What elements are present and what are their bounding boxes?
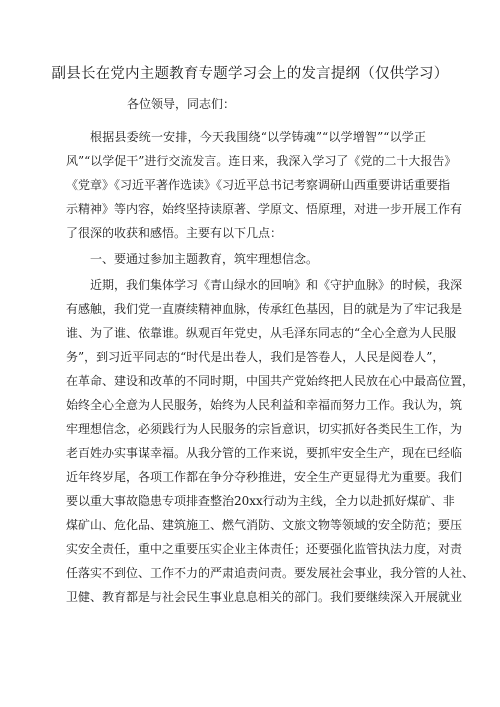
body-text-line: 近年终岁尾，各项工作都在争分夺秒推进，安全生产更显得尤为重要。我们 <box>66 470 463 484</box>
body-text-line: 了很深的收获和感悟。主要有以下几点： <box>66 226 283 240</box>
body-text-line: 示精神》等内容，始终坚持读原著、学原文、悟原理，对进一步开展工作有 <box>66 202 463 216</box>
section-heading: 一、要通过参加主题教育，筑牢理想信念。 <box>90 252 319 266</box>
body-text-line: 根据县委统一安排，今天我围绕“以学铸魂”“以学增智”“以学正 <box>90 130 426 144</box>
body-text-line: 老百姓办实事谋幸福。从我分管的工作来说，要抓牢安全生产，现在已经临 <box>66 446 463 460</box>
body-text-line: 谁、为了谁、依靠谁。纵观百年党史，从毛泽东同志的“全心全意为人民服 <box>66 326 457 340</box>
body-text-line: 牢理想信念，必须践行为人民服务的宗旨意识，切实抓好各类民生工作，为 <box>66 422 463 436</box>
body-text-line: 《党章》《习近平著作选读》《习近平总书记考察调研山西重要讲话重要指 <box>66 178 451 192</box>
document-title: 副县长在党内主题教育专题学习会上的发言提纲（仅供学习） <box>51 66 449 82</box>
body-text-line: 卫健、教育都是与社会民生事业息息相关的部门。我们要继续深入开展就业 <box>66 590 463 604</box>
body-text-line: 始终全心全意为人民服务，始终为人民利益和幸福而努力工作。我认为，筑 <box>66 398 463 412</box>
salutation: 各位领导，同志们： <box>127 97 236 111</box>
body-text-line: 务”，到习近平同志的“时代是出卷人，我们是答卷人，人民是阅卷人”， <box>66 350 445 364</box>
body-text-line: 有感触，我们党一直赓续精神血脉，传承红色基因，目的就是为了牢记我是 <box>66 302 463 316</box>
body-text-line: 在革命、建设和改革的不同时期，中国共产党始终把人民放在心中最高位置， <box>66 374 475 388</box>
body-text-line: 任落实不到位、工作不力的严肃追责问责。要发展社会事业，我分管的人社、 <box>66 566 475 580</box>
body-text-line: 要以重大事故隐患专项排查整治20xx行动为主线，全力以赴抓好煤矿、非 <box>66 494 455 508</box>
body-text-line: 风”“以学促干”进行交流发言。连日来，我深入学习了《党的二十大报告》 <box>66 154 457 168</box>
body-text-line: 近期，我们集体学习《青山绿水的回响》和《守护血脉》的时候，我深 <box>90 278 463 292</box>
body-text-line: 煤矿山、危化品、建筑施工、燃气消防、文旅文物等领域的安全防范；要压 <box>66 518 463 532</box>
body-text-line: 实安全责任，重中之重要压实企业主体责任；还要强化监管执法力度，对责 <box>66 542 463 556</box>
